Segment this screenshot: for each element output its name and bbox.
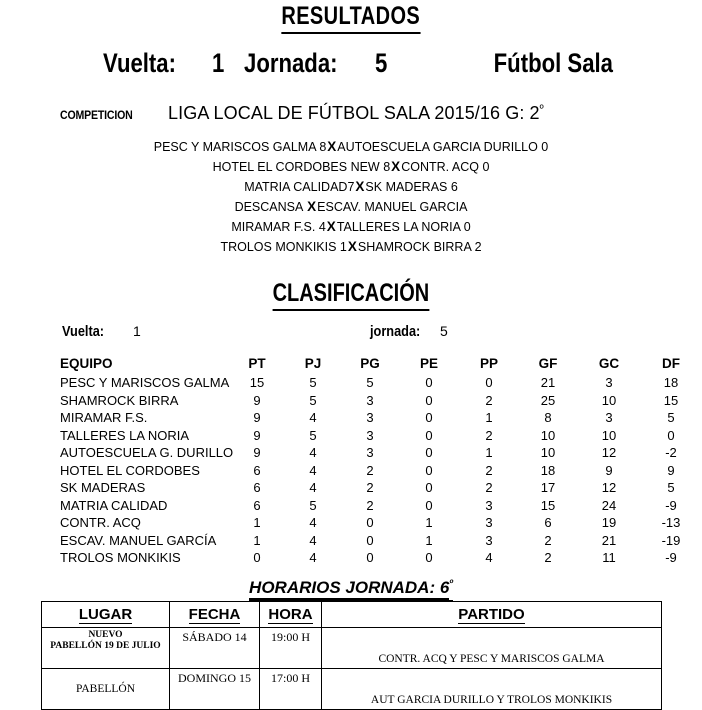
match-results-list [0, 137, 702, 257]
standings-meta-row [0, 323, 702, 345]
standings-vuelta-label: Vuelta: [62, 323, 105, 340]
standings-cell-pj: 5 [309, 392, 317, 408]
schedule-column-header-text: PARTIDO [458, 605, 525, 623]
sport-name: Fútbol Sala [493, 48, 613, 78]
schedule-column-header-text: HORA [268, 605, 313, 623]
standings-cell-gc: 12 [601, 480, 617, 496]
schedule-title [0, 578, 702, 602]
competicion-text: LIGA LOCAL DE FÚTBOL SALA 2015/16 G: 2 [168, 103, 540, 123]
standings-table [0, 352, 702, 567]
match-home: PESC Y MARISCOS GALMA 8 [153, 140, 327, 154]
standings-cell-df: -2 [665, 445, 677, 461]
standings-cell-pp: 1 [485, 410, 493, 426]
page-title-text: RESULTADOS [282, 2, 421, 34]
standings-cell-pg: 0 [366, 550, 374, 566]
standings-cell-gc: 19 [601, 515, 617, 531]
standings-cell-pt: 6 [253, 480, 261, 496]
standings-cell-pe: 0 [425, 497, 433, 513]
match-separator: X [355, 179, 365, 194]
schedule-header [42, 602, 662, 628]
standings-cell-gc: 10 [601, 427, 617, 443]
schedule-column-header-lugar [42, 602, 170, 628]
schedule-column-header-fecha [170, 602, 260, 628]
standings-cell-pp: 3 [485, 532, 493, 548]
standings-cell-pt: 6 [253, 497, 261, 513]
schedule-place-line1: PABELLÓN [76, 682, 135, 695]
standings-cell-pp: 2 [485, 462, 493, 478]
standings-team-name: AUTOESCUELA G. DURILLO [60, 445, 234, 461]
standings-cell-pt: 9 [253, 445, 261, 461]
standings-jornada-label: jornada: [370, 323, 421, 340]
standings-cell-pt: 1 [253, 515, 261, 531]
match-separator: X [327, 139, 337, 154]
standings-column-header-pt: PT [248, 355, 266, 371]
schedule-place-line2: PABELLÓN 19 DE JULIO [50, 641, 161, 651]
standings-cell-pp: 2 [485, 480, 493, 496]
standings-cell-pp: 2 [485, 427, 493, 443]
match-home: TROLOS MONKIKIS 1 [220, 240, 347, 254]
match-result-line [0, 137, 702, 157]
standings-cell-pg: 2 [366, 480, 374, 496]
table-row [0, 549, 702, 567]
standings-cell-pj: 5 [309, 427, 317, 443]
schedule-match: AUT GARCIA DURILLO Y TROLOS MONKIKIS [322, 669, 662, 710]
standings-cell-pg: 3 [366, 427, 374, 443]
standings-cell-df: 5 [667, 480, 675, 496]
standings-cell-pp: 3 [485, 497, 493, 513]
match-away: ESCAV. MANUEL GARCIA [317, 200, 468, 214]
header-meta-row [0, 48, 702, 82]
standings-cell-gf: 10 [540, 427, 556, 443]
standings-cell-gc: 12 [601, 445, 617, 461]
schedule-header-row [42, 602, 662, 628]
standings-column-header-team: EQUIPO [60, 355, 113, 371]
table-row [0, 444, 702, 462]
match-result-line [0, 177, 702, 197]
match-home: MATRIA CALIDAD7 [244, 180, 355, 194]
standings-cell-pe: 0 [425, 427, 433, 443]
standings-cell-df: 18 [663, 375, 679, 391]
standings-column-header-pp: PP [479, 355, 498, 371]
standings-cell-df: -13 [661, 515, 681, 531]
competicion-value [168, 103, 544, 124]
table-row [0, 532, 702, 550]
standings-cell-gf: 2 [544, 532, 552, 548]
standings-cell-df: 0 [667, 427, 675, 443]
standings-title [0, 279, 702, 311]
match-separator: X [391, 159, 401, 174]
match-result-line [0, 237, 702, 257]
match-result-line [0, 157, 702, 177]
standings-header-row [0, 352, 702, 374]
standings-cell-df: 9 [667, 462, 675, 478]
table-row [0, 427, 702, 445]
standings-cell-gf: 8 [544, 410, 552, 426]
match-separator: X [326, 219, 336, 234]
standings-header [0, 352, 702, 374]
match-home: HOTEL EL CORDOBES NEW 8 [212, 160, 391, 174]
match-separator: X [307, 199, 317, 214]
standings-cell-gc: 3 [605, 375, 613, 391]
standings-cell-df: -9 [665, 497, 677, 513]
match-away: TALLERES LA NORIA 0 [336, 220, 471, 234]
standings-cell-pj: 4 [309, 532, 317, 548]
schedule-column-header-text: LUGAR [78, 605, 133, 623]
table-row [0, 409, 702, 427]
standings-column-header-df: DF [662, 355, 680, 371]
standings-body [0, 374, 702, 567]
schedule-column-header-partido [322, 602, 662, 628]
standings-cell-pj: 5 [309, 497, 317, 513]
standings-cell-pt: 9 [253, 392, 261, 408]
standings-team-name: MATRIA CALIDAD [60, 497, 168, 513]
standings-cell-gc: 9 [605, 462, 613, 478]
match-away: SK MADERAS 6 [365, 180, 458, 194]
standings-team-name: ESCAV. MANUEL GARCÍA [60, 532, 217, 548]
standings-cell-pe: 0 [425, 462, 433, 478]
match-separator: X [347, 239, 357, 254]
standings-cell-pj: 4 [309, 462, 317, 478]
match-home: DESCANSA [234, 200, 307, 214]
standings-cell-pt: 6 [253, 462, 261, 478]
schedule-body [42, 628, 662, 710]
standings-cell-df: 5 [667, 410, 675, 426]
standings-cell-pe: 0 [425, 480, 433, 496]
vuelta-value: 1 [212, 48, 225, 78]
standings-team-name: TROLOS MONKIKIS [60, 550, 181, 566]
standings-cell-pe: 0 [425, 445, 433, 461]
standings-team-name: MIRAMAR F.S. [60, 410, 148, 426]
standings-cell-pj: 4 [309, 480, 317, 496]
standings-jornada-value: 5 [440, 323, 448, 339]
table-row [0, 514, 702, 532]
standings-cell-pp: 4 [485, 550, 493, 566]
match-result-line [0, 217, 702, 237]
schedule-table-element [41, 601, 662, 710]
schedule-date: DOMINGO 15 [170, 669, 260, 710]
standings-cell-gf: 2 [544, 550, 552, 566]
standings-cell-df: -9 [665, 550, 677, 566]
standings-team-name: HOTEL EL CORDOBES [60, 462, 200, 478]
standings-column-header-pg: PG [360, 355, 380, 371]
standings-cell-pp: 1 [485, 445, 493, 461]
schedule-title-ordinal: º [449, 578, 453, 590]
match-away: SHAMROCK BIRRA 2 [357, 240, 482, 254]
standings-cell-pj: 4 [309, 515, 317, 531]
schedule-time: 17:00 H [260, 669, 322, 710]
standings-cell-pj: 4 [309, 410, 317, 426]
standings-cell-pt: 9 [253, 427, 261, 443]
schedule-time: 19:00 H [260, 628, 322, 669]
standings-cell-gf: 25 [540, 392, 556, 408]
table-row [0, 479, 702, 497]
jornada-label: Jornada: [244, 48, 338, 78]
standings-cell-gf: 10 [540, 445, 556, 461]
standings-title-text: CLASIFICACIÓN [273, 279, 430, 311]
standings-cell-gf: 21 [540, 375, 556, 391]
page-title [0, 2, 702, 34]
standings-cell-pe: 0 [425, 375, 433, 391]
standings-team-name: CONTR. ACQ [60, 515, 141, 531]
schedule-row [42, 628, 662, 669]
match-result-line [0, 197, 702, 217]
standings-cell-pj: 4 [309, 550, 317, 566]
standings-team-name: TALLERES LA NORIA [60, 427, 190, 443]
standings-cell-pe: 0 [425, 410, 433, 426]
schedule-column-header-text: FECHA [188, 605, 241, 623]
standings-cell-pe: 1 [425, 532, 433, 548]
standings-column-header-pj: PJ [304, 355, 322, 371]
schedule-title-label: HORARIOS JORNADA: 6 [249, 578, 449, 600]
standings-cell-df: -19 [661, 532, 681, 548]
standings-cell-pg: 5 [366, 375, 374, 391]
schedule-place-line1: NUEVO [88, 630, 123, 640]
standings-cell-pp: 3 [485, 515, 493, 531]
standings-cell-gf: 15 [540, 497, 556, 513]
standings-cell-df: 15 [663, 392, 679, 408]
vuelta-label: Vuelta: [103, 48, 176, 78]
standings-cell-gc: 21 [601, 532, 617, 548]
standings-table-element [0, 352, 702, 567]
standings-cell-gc: 24 [601, 497, 617, 513]
standings-cell-pg: 0 [366, 532, 374, 548]
schedule-title-text [249, 578, 453, 602]
standings-cell-pe: 0 [425, 392, 433, 408]
standings-cell-pg: 3 [366, 392, 374, 408]
standings-cell-gc: 3 [605, 410, 613, 426]
table-row [0, 392, 702, 410]
schedule-match: CONTR. ACQ Y PESC Y MARISCOS GALMA [322, 628, 662, 669]
standings-column-header-gf: GF [538, 355, 558, 371]
jornada-value: 5 [375, 48, 388, 78]
match-away: AUTOESCUELA GARCIA DURILLO 0 [337, 140, 549, 154]
standings-cell-gc: 10 [601, 392, 617, 408]
match-away: CONTR. ACQ 0 [401, 160, 490, 174]
standings-cell-gf: 18 [540, 462, 556, 478]
standings-cell-pg: 3 [366, 445, 374, 461]
standings-team-name: SHAMROCK BIRRA [60, 392, 179, 408]
standings-cell-gc: 11 [602, 550, 616, 566]
standings-cell-pt: 15 [249, 375, 265, 391]
schedule-place [42, 628, 170, 669]
standings-cell-pt: 0 [253, 550, 261, 566]
standings-team-name: PESC Y MARISCOS GALMA [60, 375, 230, 391]
standings-cell-gf: 17 [540, 480, 556, 496]
standings-cell-pp: 2 [485, 392, 493, 408]
standings-cell-pj: 4 [309, 445, 317, 461]
match-home: MIRAMAR F.S. 4 [231, 220, 326, 234]
standings-cell-pt: 9 [253, 410, 261, 426]
standings-cell-pe: 1 [425, 515, 433, 531]
standings-cell-pe: 0 [425, 550, 433, 566]
standings-team-name: SK MADERAS [60, 480, 146, 496]
competicion-ordinal: º [539, 103, 544, 115]
table-row [0, 497, 702, 515]
standings-cell-pt: 1 [253, 532, 261, 548]
competicion-label: COMPETICION [60, 108, 133, 122]
standings-vuelta-value: 1 [133, 323, 141, 339]
standings-cell-pp: 0 [485, 375, 493, 391]
table-row [0, 462, 702, 480]
standings-cell-pg: 0 [366, 515, 374, 531]
schedule-date: SÁBADO 14 [170, 628, 260, 669]
standings-column-header-gc: GC [598, 355, 620, 371]
standings-cell-pj: 5 [309, 375, 317, 391]
schedule-column-header-hora [260, 602, 322, 628]
standings-cell-pg: 3 [366, 410, 374, 426]
standings-cell-pg: 2 [366, 462, 374, 478]
standings-cell-pg: 2 [366, 497, 374, 513]
schedule-table [41, 601, 661, 710]
standings-cell-gf: 6 [544, 515, 552, 531]
table-row [0, 374, 702, 392]
standings-column-header-pe: PE [419, 355, 438, 371]
